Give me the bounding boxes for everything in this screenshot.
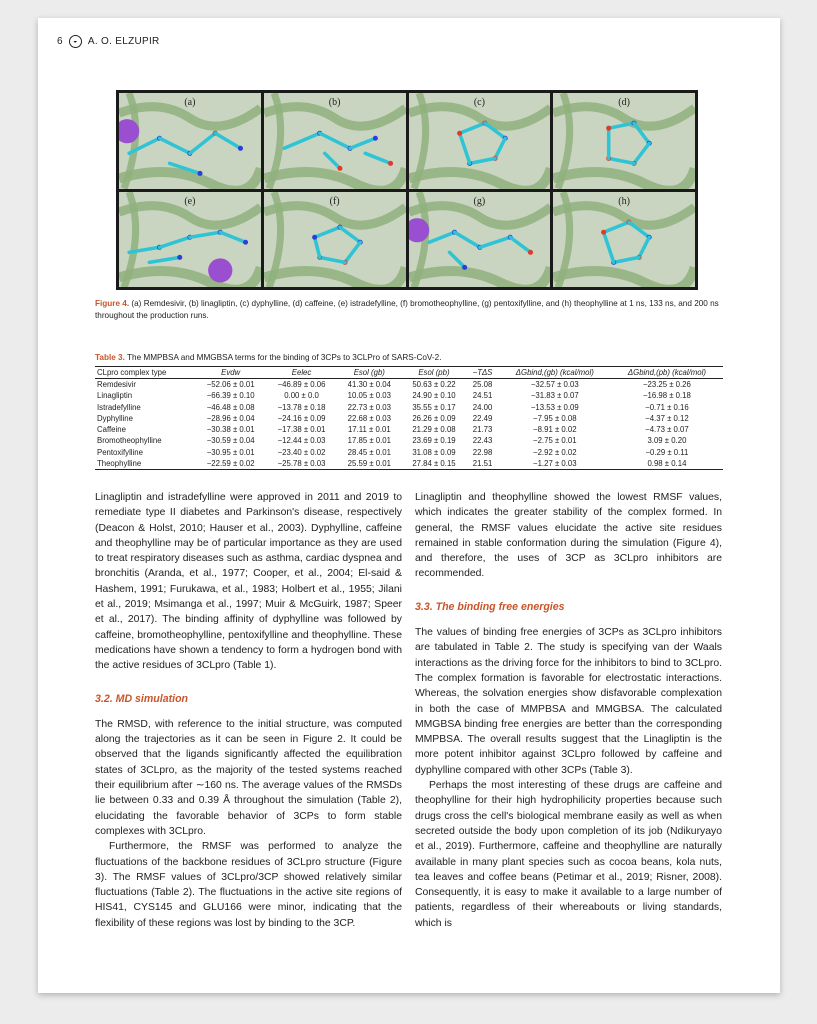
- table-caption-label: Table 3.: [95, 353, 125, 362]
- paragraph: Furthermore, the RMSF was performed to analyze the fluctuations of the backbone residues of 3CLpro structure (Figure 3). The RMSF values of 3CLpro/3CP showed relatively similar fluctuations (Table 2). The fluctuations in the active site regions of HIS41, CYS145 and GLU166 were minor, indicating that the flexibility of these regions was lost by binding to the 3CP.: [95, 841, 402, 929]
- table-cell: Dyphylline: [97, 413, 133, 423]
- table-cell: −12.44 ± 0.03: [277, 436, 326, 446]
- table-cell: 22.68 ± 0.03: [347, 413, 391, 423]
- table-column-header: −TΔS: [466, 367, 498, 379]
- ligand-bond: [220, 232, 245, 242]
- ligand-bond: [449, 252, 464, 267]
- ligand-atom: [373, 136, 378, 141]
- table-cell: −7.95 ± 0.08: [533, 413, 577, 423]
- table-row: [95, 402, 723, 413]
- ligand-bond: [479, 237, 509, 247]
- ligand-bond: [604, 222, 629, 232]
- figure-panel: [553, 192, 695, 288]
- table-cell: Istradefylline: [97, 402, 141, 412]
- table-cell: Theophylline: [95, 458, 195, 470]
- panel-label: (d): [618, 97, 630, 108]
- table-cell: −66.39 ± 0.10: [206, 391, 255, 401]
- running-header: [57, 35, 160, 48]
- table-cell: −8.91 ± 0.02: [533, 425, 577, 435]
- ligand-atom: [337, 166, 342, 171]
- figure-panel: [409, 192, 551, 288]
- ligand-atom: [312, 234, 317, 239]
- protein-ribbon: [553, 267, 695, 287]
- paragraph: The RMSD, with reference to the initial structure, was computed along the trajectories as it can be seen in Figure 2. It could be observed that the ligands significantly affected the equilibration states of 3CLpro, as the majority of the tested systems reached their equilibrium after ∼160 ns. The average values of the RMSDs lie between 0.33 and 0.39 Å throughout the simulation (Table 2), elucidating the favorable behavior of 3CPs to form stable complexes with 3CLpro.: [95, 718, 402, 837]
- journal-logo-icon: ◒: [69, 35, 82, 48]
- table-row: [95, 424, 723, 435]
- protein-ribbon: [409, 168, 551, 188]
- ligand-bond: [639, 237, 649, 257]
- ligand-atom: [177, 254, 182, 259]
- table-cell: 24.00: [472, 402, 493, 412]
- table-cell: −30.59 ± 0.04: [206, 436, 255, 446]
- author-running-head: A. O. ELZUPIR: [87, 36, 160, 47]
- figure-panel: [264, 93, 406, 189]
- protein-ribbon: [264, 205, 406, 225]
- panel-label: (g): [473, 195, 486, 207]
- table-cell: 3.09 ± 0.20: [647, 436, 687, 446]
- ligand-bond: [215, 133, 240, 148]
- ligand-atom: [243, 239, 248, 244]
- panel-label: (h): [618, 195, 630, 207]
- table-cell: −0.29 ± 0.11: [645, 447, 689, 457]
- protein-ribbon: [264, 107, 406, 127]
- table-cell: 10.05 ± 0.03: [347, 391, 391, 401]
- ligand-bond: [149, 257, 179, 262]
- ligand-atom: [462, 264, 467, 269]
- protein-ribbon: [553, 107, 695, 127]
- ligand-bond: [604, 232, 614, 262]
- ligand-bond: [365, 153, 390, 163]
- figure-caption: [95, 298, 723, 322]
- table-cell: 17.11 ± 0.01: [347, 425, 391, 435]
- protein-ribbon: [119, 205, 261, 225]
- figure-caption-text: (a) Remdesivir, (b) linagliptin, (c) dyphylline, (d) caffeine, (e) istradefylline, (f) bromotheophylline, (g) pentoxifylline, and (h) theophylline at 1 ns, 133 ns, and 200 ns throughout the production runs.: [95, 299, 719, 320]
- table-cell: 25.08: [472, 380, 493, 389]
- table-cell: 21.51: [466, 458, 498, 470]
- table-cell: 26.26 ± 0.09: [412, 413, 456, 423]
- table-cell: −17.38 ± 0.01: [277, 425, 326, 435]
- paragraph: Perhaps the most interesting of these drugs are caffeine and theophylline for their high hydrophilicity properties because such drugs cross the cell's biological membrane easily as well as when secreted outside the body upon completion of its job (Ndikuryayo et al., 2019). Furthermore, caffeine and theophylline are naturally available in many plant species such as cocoa beans, kola nuts, tea leaves and coffee beans (Petimar et al., 2019; Risner, 2008). Consequently, it is easy to make it available to a large number of patients, regardless of their whereabouts or living standards, which is: [415, 780, 722, 929]
- ligand-bond: [609, 158, 634, 163]
- ligand-bond: [319, 133, 349, 148]
- table-column-header: ΔGbind,(gb) (kcal/mol): [499, 367, 611, 379]
- table-cell: −22.59 ± 0.02: [195, 458, 266, 470]
- table-cell: 27.84 ± 0.15: [402, 458, 467, 470]
- table-row: [95, 413, 723, 424]
- table-cell: −0.71 ± 0.16: [645, 402, 689, 412]
- ligand-bond: [160, 138, 190, 153]
- table-cell: −13.78 ± 0.18: [277, 402, 326, 412]
- panel-label: (c): [473, 97, 485, 108]
- table-cell: −31.83 ± 0.07: [530, 391, 579, 401]
- table-column-header: Eelec: [266, 367, 337, 379]
- panel-label: (a): [184, 97, 196, 108]
- ligand-bond: [459, 133, 469, 163]
- paragraph: The values of binding free energies of 3CPs as 3CLpro inhibitors are tabulated in Table 2. The study is specifying van der Waals interactions as the driving force for the inhibitors to bind to 3CLpro. The complex formation is favorable for electrostatic interactions. Whereas, the solvation energies show disfavorable complexation in both the case of MMPBSA and MMGBSA. The calculated MMGBSA binding free energies are better than the corresponding MMPBSA. The overall results suggest that the Linagliptin is the more potent inhibitor against 3CLpro followed by caffeine and dyphylline compared with other 3CPs (Table 3).: [415, 627, 722, 776]
- table-row: [95, 458, 723, 470]
- protein-ribbon: [264, 267, 406, 287]
- table-cell: Caffeine: [97, 425, 126, 435]
- ligand-bond: [429, 232, 454, 242]
- ligand-atom: [457, 131, 462, 136]
- table-cell: 21.29 ± 0.08: [412, 425, 456, 435]
- table-cell: −16.98 ± 0.18: [643, 391, 691, 401]
- table-column-header: ΔGbind,(pb) (kcal/mol): [611, 367, 723, 379]
- binding-energy-table: [95, 366, 723, 470]
- ligand-bond: [314, 237, 319, 257]
- ligand-bond: [345, 242, 360, 262]
- table-cell: −52.06 ± 0.01: [206, 380, 255, 389]
- table-cell: 21.73: [472, 425, 493, 435]
- table-cell: −32.57 ± 0.03: [530, 380, 579, 389]
- figure-panel: [553, 93, 695, 189]
- figure-panel: [264, 192, 406, 288]
- page-number: 6: [57, 36, 63, 47]
- left-column: [95, 490, 402, 931]
- panel-label: (b): [328, 97, 341, 108]
- table-cell: 23.69 ± 0.19: [412, 436, 456, 446]
- ligand-atom: [238, 146, 243, 151]
- ligand-bond: [190, 133, 215, 153]
- ligand-atom: [197, 171, 202, 176]
- paragraph: Linagliptin and theophylline showed the lowest RMSF values, which indicates the greater stability of the complex formed. In general, the RMSF values elucidate the active site residues remained in stable conformation during the simulation (Figure 4), and therefore, the uses of 3CP as 3CLpro inhibitors are recommended.: [415, 492, 722, 580]
- table-cell: 0.00 ± 0.0: [284, 391, 319, 401]
- section-heading-md-simulation: 3.2. MD simulation: [95, 692, 189, 705]
- panel-label: (f): [329, 195, 340, 207]
- protein-ribbon: [119, 267, 261, 287]
- ligand-atom: [606, 126, 611, 131]
- table-header-row: [95, 367, 723, 379]
- protein-ribbon: [553, 168, 695, 188]
- table-cell: −46.89 ± 0.06: [277, 380, 326, 389]
- table-row: [95, 447, 723, 458]
- table-row: [95, 390, 723, 401]
- ligand-bond: [314, 227, 339, 237]
- ligand-bond: [319, 257, 344, 262]
- table-cell: 24.51: [472, 391, 493, 401]
- ligand-bond: [609, 123, 634, 128]
- table-body: [95, 379, 723, 470]
- table-cell: −28.96 ± 0.04: [206, 413, 255, 423]
- ligand-bond: [510, 237, 530, 252]
- table-cell: −23.40 ± 0.02: [277, 447, 326, 457]
- protein-ribbon: [409, 107, 551, 127]
- table-cell: Linagliptin: [97, 391, 133, 401]
- table-cell: 0.98 ± 0.14: [611, 458, 723, 470]
- protein-ribbon: [119, 107, 261, 127]
- panel-label: (e): [184, 195, 196, 207]
- ion-sphere: [208, 258, 232, 282]
- table-cell: 22.43: [472, 436, 493, 446]
- section-heading-binding-free-energies: 3.3. The binding free energies: [415, 600, 565, 613]
- table-cell: 28.45 ± 0.01: [347, 447, 391, 457]
- table-cell: 41.30 ± 0.04: [347, 380, 391, 389]
- table-cell: 22.98: [472, 447, 493, 457]
- ligand-bond: [469, 158, 494, 163]
- table-cell: −2.75 ± 0.01: [533, 436, 577, 446]
- ligand-bond: [325, 153, 340, 168]
- table-column-header: Esol (pb): [402, 367, 467, 379]
- table-column-header: Evdw: [195, 367, 266, 379]
- table-cell: −4.73 ± 0.07: [645, 425, 689, 435]
- table-cell: −13.53 ± 0.09: [530, 402, 579, 412]
- table-cell: −2.92 ± 0.02: [533, 447, 577, 457]
- table-cell: Pentoxifylline: [97, 447, 143, 457]
- figure-4-image-grid: [116, 90, 698, 290]
- table-cell: −25.78 ± 0.03: [266, 458, 337, 470]
- ligand-bond: [350, 138, 375, 148]
- protein-ribbon: [409, 205, 551, 225]
- paragraph: Linagliptin and istradefylline were approved in 2011 and 2019 to remediate type II diabetes and Parkinson's disease, respectively (Deacon & Holst, 2010; Hauser et al., 2003). Dyphylline, caffeine and theophylline may be of particular importance as they are used to treat respiratory diseases such as asthma, cardiac dyspnea and bronchitis (Aranda, et al., 1977; Cooper, et al., 2004; El-said & Hashem, 1991; Furukawa, et al., 1983; Holbert et al., 1955; Jilani et al., 2019; Msimanga et al., 1997; Muir & McGuirk, 1987; Speer et al., 2017). The binding affinity of dyphylline was followed by caffeine, bromotheophylline, pentoxifylline and theophylline. These medications have shown a tendency to form a hydrogen bond with the active residues of 3CLpro (Table 1).: [95, 492, 402, 672]
- ligand-bond: [459, 123, 484, 133]
- table-row: [95, 435, 723, 446]
- ligand-bond: [614, 257, 639, 262]
- table-cell: −1.27 ± 0.03: [499, 458, 611, 470]
- table-cell: 25.59 ± 0.01: [337, 458, 402, 470]
- right-column: [415, 490, 722, 931]
- ligand-atom: [601, 229, 606, 234]
- ligand-bond: [454, 232, 479, 247]
- table-column-header: CLpro complex type: [95, 367, 195, 379]
- ligand-atom: [527, 249, 532, 254]
- ligand-bond: [190, 232, 220, 237]
- table-row: [95, 379, 723, 391]
- table-cell: −23.25 ± 0.26: [643, 380, 691, 389]
- table-cell: 22.49: [472, 413, 493, 423]
- table-caption: [95, 353, 441, 362]
- figure-panel: [119, 93, 261, 189]
- table-cell: −46.48 ± 0.08: [206, 402, 255, 412]
- table-cell: 17.85 ± 0.01: [347, 436, 391, 446]
- table-cell: 24.90 ± 0.10: [412, 391, 456, 401]
- table-cell: Bromotheophylline: [97, 436, 162, 446]
- table-cell: Remdesivir: [97, 380, 136, 389]
- table-cell: −4.37 ± 0.12: [645, 413, 689, 423]
- table-caption-text: The MMPBSA and MMGBSA terms for the binding of 3CPs to 3CLPro of SARS-CoV-2.: [127, 353, 442, 362]
- table-column-header: Esol (gb): [337, 367, 402, 379]
- table-cell: −30.38 ± 0.01: [206, 425, 255, 435]
- figure-panel: [409, 93, 551, 189]
- ligand-bond: [284, 133, 319, 148]
- figure-panel: [119, 192, 261, 288]
- table-cell: 50.63 ± 0.22: [412, 380, 456, 389]
- ligand-bond: [495, 138, 505, 158]
- figure-caption-label: Figure 4.: [95, 299, 130, 308]
- table-cell: 31.08 ± 0.09: [412, 447, 456, 457]
- protein-ribbon: [553, 205, 695, 225]
- ligand-atom: [388, 161, 393, 166]
- protein-ribbon: [409, 267, 551, 287]
- ligand-bond: [160, 237, 190, 247]
- protein-ribbon: [264, 168, 406, 188]
- table-cell: −24.16 ± 0.09: [277, 413, 326, 423]
- table-cell: 22.73 ± 0.03: [347, 402, 391, 412]
- table-cell: −30.95 ± 0.01: [206, 447, 255, 457]
- ligand-bond: [634, 143, 649, 163]
- table-cell: 35.55 ± 0.17: [412, 402, 456, 412]
